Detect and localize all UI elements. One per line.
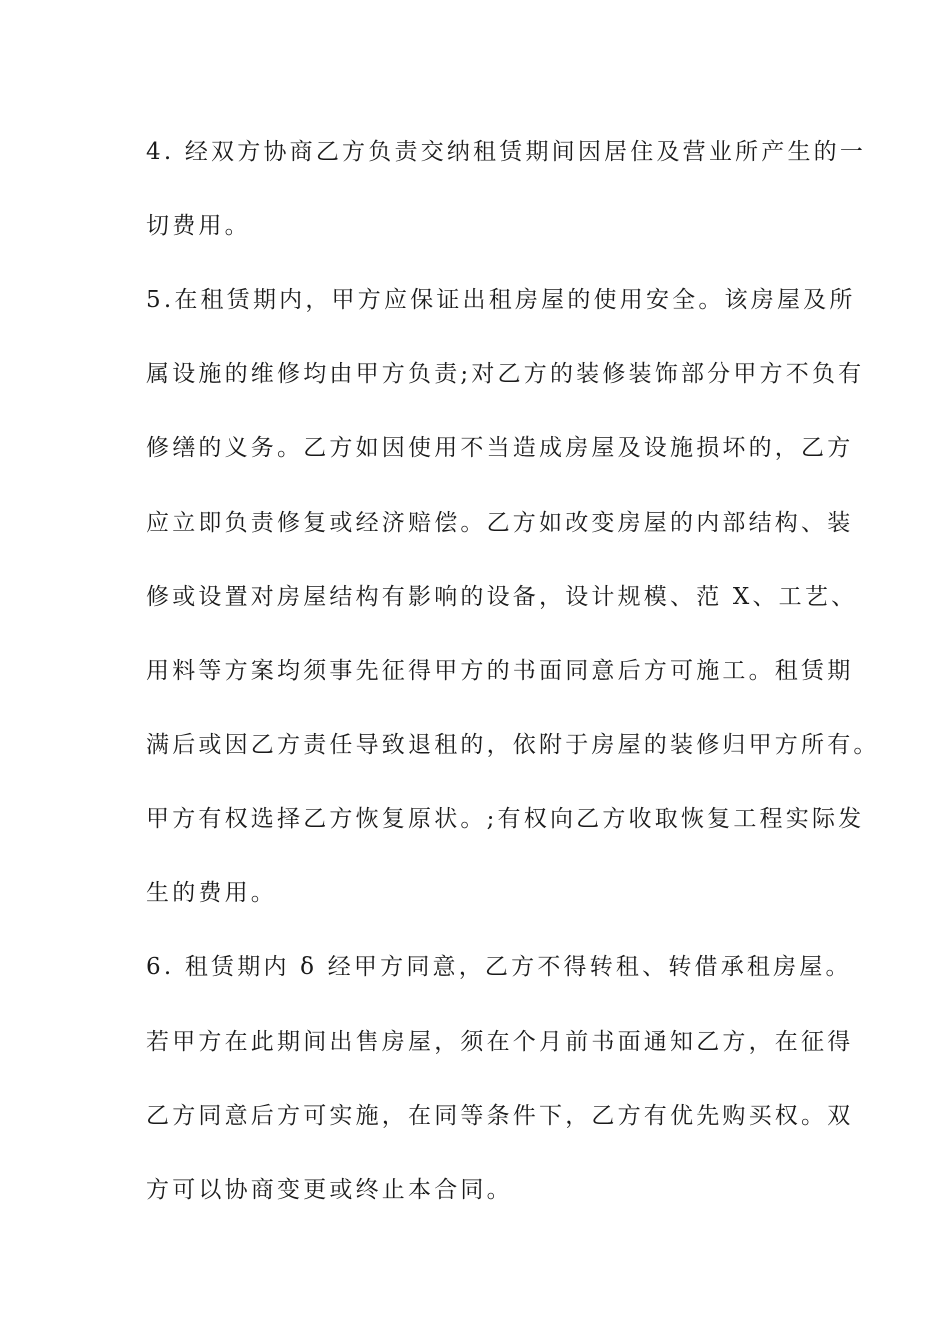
text-line: 满后或因乙方责任导致退租的，依附于房屋的装修归甲方所有。	[146, 732, 880, 758]
text-line: 5.在租赁期内，甲方应保证出租房屋的使用安全。该房屋及所	[146, 287, 856, 313]
text-line: 应立即负责修复或经济赔偿。乙方如改变房屋的内部结构、装	[146, 510, 854, 536]
text-line: 切费用。	[146, 213, 251, 239]
text-line: 用料等方案均须事先征得甲方的书面同意后方可施工。租赁期	[146, 658, 854, 684]
text-line: 甲方有权选择乙方恢复原状。;有权向乙方收取恢复工程实际发	[146, 806, 865, 832]
text-line: 修或设置对房屋结构有影响的设备，设计规模、范 X、工艺、	[146, 584, 858, 610]
text-line: 乙方同意后方可实施，在同等条件下，乙方有优先购买权。双	[146, 1103, 854, 1129]
text-line: 6. 租赁期内 δ 经甲方同意，乙方不得转租、转借承租房屋。	[146, 954, 852, 980]
text-line: 若甲方在此期间出售房屋，须在个月前书面通知乙方，在征得	[146, 1029, 854, 1055]
text-line: 方可以协商变更或终止本合同。	[146, 1177, 513, 1203]
text-line: 4. 经双方协商乙方负责交纳租赁期间因居住及营业所产生的一	[146, 139, 867, 165]
text-line: 属设施的维修均由甲方负责;对乙方的装修装饰部分甲方不负有	[146, 361, 865, 387]
text-line: 生的费用。	[146, 880, 277, 906]
text-line: 修缮的义务。乙方如因使用不当造成房屋及设施损坏的，乙方	[146, 435, 854, 461]
